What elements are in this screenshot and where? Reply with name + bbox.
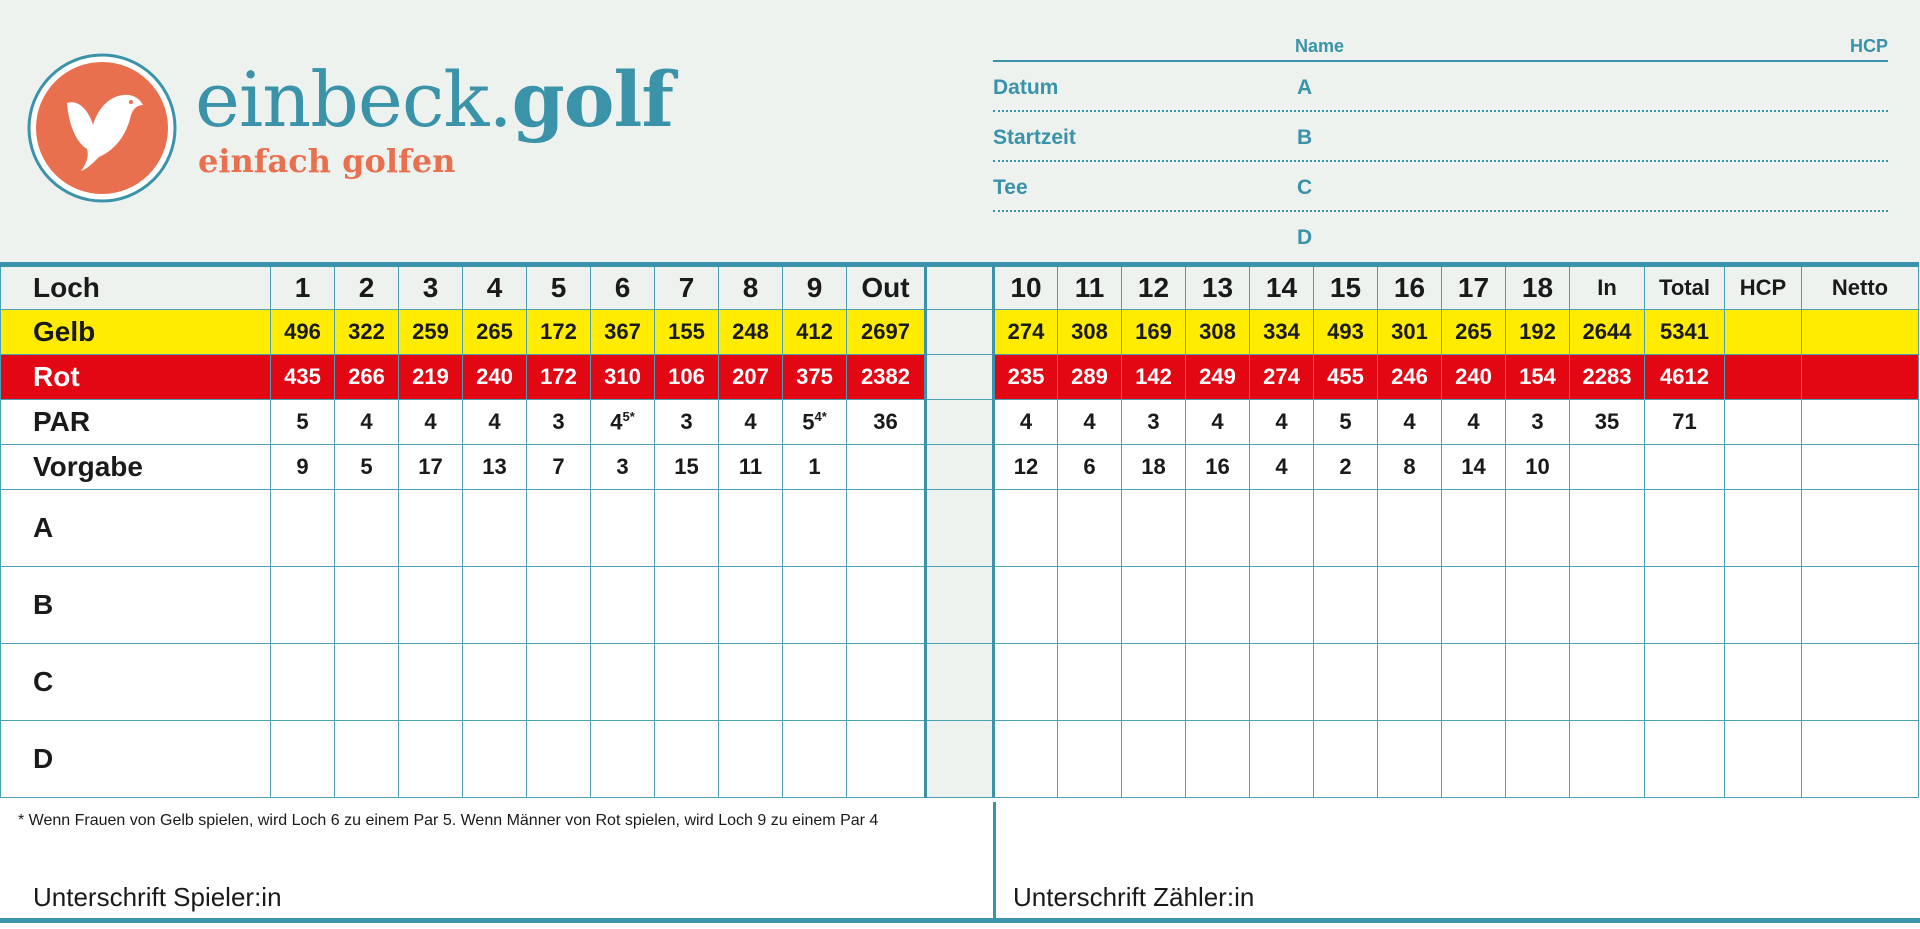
player-label: C [1,644,271,721]
par-value: 4 [610,409,623,435]
hole-15-cell: 2 [1314,445,1378,490]
hole-4-cell: 265 [463,310,527,355]
total-cell: 4612 [1645,355,1725,400]
hole-17-cell: 240 [1442,355,1506,400]
hole-7-cell: 106 [655,355,719,400]
hole-12-cell: 3 [1122,400,1186,445]
score-cell[interactable] [655,567,719,644]
hole-17-cell: 4 [1442,400,1506,445]
hole-18-cell: 18 [1506,265,1570,310]
hole-13-cell: 16 [1186,445,1250,490]
out-cell[interactable] [847,644,926,721]
score-cell[interactable] [783,567,847,644]
hole-15-cell: 15 [1314,265,1378,310]
par-footnote: 4* [814,408,827,424]
hole-3-cell: 259 [399,310,463,355]
sum-cell[interactable] [1570,490,1645,567]
info-label: Tee [993,176,1028,199]
hole-18-cell: 192 [1506,310,1570,355]
hole-2-cell: 322 [335,310,399,355]
footnote: * Wenn Frauen von Gelb spielen, wird Loch 6 zu einem Par 5. Wenn Männer von Rot spielen, wird Loch 9 zu einem Par 4 [18,812,879,829]
hole-13-cell: 13 [1186,265,1250,310]
hcp-cell: HCP [1725,265,1802,310]
score-cell[interactable] [994,567,1058,644]
hole-13-cell: 4 [1186,400,1250,445]
score-cell[interactable] [463,721,527,798]
score-cell[interactable] [399,567,463,644]
row-vorgabe [1,445,1919,490]
info-player: A [1297,76,1313,99]
hole-8-cell: 4 [719,400,783,445]
hole-12-cell: 12 [1122,265,1186,310]
hole-13-cell: 249 [1186,355,1250,400]
score-cell[interactable] [527,721,591,798]
score-cell[interactable] [783,721,847,798]
netto-cell: Netto [1802,265,1919,310]
score-cell[interactable] [399,644,463,721]
hcp-cell [1725,355,1802,400]
player-label: B [1,567,271,644]
score-cell[interactable] [719,490,783,567]
score-cell[interactable] [591,721,655,798]
info-player: C [1297,176,1313,199]
gap-cell [926,721,994,798]
score-cell[interactable] [783,644,847,721]
score-cell[interactable] [1122,644,1186,721]
hole-17-cell: 265 [1442,310,1506,355]
hole-6-cell: 367 [591,310,655,355]
total-cell [1645,445,1725,490]
in-cell: 2644 [1570,310,1645,355]
bird-logo-icon [27,53,177,203]
score-cell[interactable] [1442,567,1506,644]
player-info-block [993,30,1888,260]
gap-cell [926,355,994,400]
hole-2-cell: 4 [335,400,399,445]
hole-16-cell: 4 [1378,400,1442,445]
score-cell[interactable] [1378,644,1442,721]
player-label: A [1,490,271,567]
signature-player: Unterschrift Spieler:in [33,882,282,912]
score-cell[interactable] [1250,490,1314,567]
hcp-cell [1725,445,1802,490]
sum-cell[interactable] [1645,644,1725,721]
hole-18-cell: 154 [1506,355,1570,400]
score-cell[interactable] [1314,644,1378,721]
hole-3-cell: 17 [399,445,463,490]
sum-cell[interactable] [1570,721,1645,798]
score-cell[interactable] [1250,567,1314,644]
hcp-cell [1725,400,1802,445]
out-cell: 36 [847,400,926,445]
hole-10-cell: 10 [994,265,1058,310]
row-par [1,400,1919,445]
hole-5-cell: 5 [527,265,591,310]
score-cell[interactable] [1058,567,1122,644]
score-cell[interactable] [1058,644,1122,721]
score-cell[interactable] [1250,721,1314,798]
score-cell[interactable] [1250,644,1314,721]
hole-18-cell: 3 [1506,400,1570,445]
netto-cell [1802,400,1919,445]
hole-15-cell: 493 [1314,310,1378,355]
in-cell: 2283 [1570,355,1645,400]
hole-3-cell: 219 [399,355,463,400]
gap-cell [926,644,994,721]
gap-cell [926,400,994,445]
gap-cell [926,310,994,355]
hole-16-cell: 246 [1378,355,1442,400]
hole-17-cell: 14 [1442,445,1506,490]
score-cell[interactable] [271,490,335,567]
score-cell[interactable] [1186,567,1250,644]
footer-divider [993,802,996,918]
hole-10-cell: 274 [994,310,1058,355]
hole-16-cell: 301 [1378,310,1442,355]
hole-8-cell: 248 [719,310,783,355]
row-label: Gelb [1,310,271,355]
out-cell[interactable] [847,490,926,567]
hole-5-cell: 7 [527,445,591,490]
hole-2-cell: 5 [335,445,399,490]
hole-4-cell: 4 [463,265,527,310]
info-row-tee [993,162,1888,212]
score-cell[interactable] [1122,490,1186,567]
hole-17-cell: 17 [1442,265,1506,310]
hole-10-cell: 4 [994,400,1058,445]
score-cell[interactable] [1442,490,1506,567]
info-row-datum [993,62,1888,112]
sum-cell[interactable] [1802,567,1919,644]
score-cell[interactable] [463,490,527,567]
row-player-b [1,567,1919,644]
hole-8-cell: 207 [719,355,783,400]
out-cell[interactable] [847,567,926,644]
score-cell[interactable] [719,721,783,798]
hole-11-cell: 4 [1058,400,1122,445]
score-cell[interactable] [591,490,655,567]
gap-cell [926,490,994,567]
hole-10-cell: 235 [994,355,1058,400]
score-cell[interactable] [463,567,527,644]
hole-14-cell: 14 [1250,265,1314,310]
info-label: Startzeit [993,126,1076,149]
score-cell[interactable] [591,644,655,721]
row-label: Loch [1,265,271,310]
hole-14-cell: 4 [1250,445,1314,490]
in-cell [1570,445,1645,490]
score-cell[interactable] [1186,490,1250,567]
row-player-c [1,644,1919,721]
score-cell[interactable] [1378,721,1442,798]
sum-cell[interactable] [1725,644,1802,721]
hole-5-cell: 172 [527,355,591,400]
hole-12-cell: 169 [1122,310,1186,355]
score-cell[interactable] [1122,721,1186,798]
score-cell[interactable] [1058,721,1122,798]
row-label: Vorgabe [1,445,271,490]
score-cell[interactable] [994,490,1058,567]
score-cell[interactable] [1314,721,1378,798]
gap-cell [926,445,994,490]
hole-13-cell: 308 [1186,310,1250,355]
hole-16-cell: 8 [1378,445,1442,490]
netto-cell [1802,310,1919,355]
gap-cell [926,265,994,310]
score-cell[interactable] [1378,490,1442,567]
hole-11-cell: 308 [1058,310,1122,355]
sum-cell[interactable] [1725,567,1802,644]
row-loch [1,265,1919,310]
hole-7-cell: 15 [655,445,719,490]
score-cell[interactable] [1058,490,1122,567]
score-cell[interactable] [527,490,591,567]
score-cell[interactable] [1186,644,1250,721]
score-cell[interactable] [1442,721,1506,798]
score-cell[interactable] [994,721,1058,798]
row-label: PAR [1,400,271,445]
info-player: D [1297,226,1313,249]
out-cell [847,445,926,490]
score-cell[interactable] [1506,721,1570,798]
score-cell[interactable] [1506,490,1570,567]
par-footnote: 5* [622,408,635,424]
card-header [0,0,1920,262]
row-label: Rot [1,355,271,400]
hole-14-cell: 4 [1250,400,1314,445]
score-cell[interactable] [335,490,399,567]
info-player: B [1297,126,1313,149]
player-label: D [1,721,271,798]
score-cell[interactable] [591,567,655,644]
score-cell[interactable] [335,567,399,644]
hole-1-cell: 435 [271,355,335,400]
score-cell[interactable] [1186,721,1250,798]
gap-cell [926,567,994,644]
sum-cell[interactable] [1802,721,1919,798]
hole-12-cell: 18 [1122,445,1186,490]
scorecard-table [0,262,1919,798]
score-cell[interactable] [1314,567,1378,644]
brand-tagline: einfach golfen [198,142,456,180]
hole-7-cell: 7 [655,265,719,310]
score-cell[interactable] [335,721,399,798]
row-player-a [1,490,1919,567]
score-cell[interactable] [1442,644,1506,721]
hole-6-cell [591,400,655,445]
card-footer [0,802,1920,918]
hole-5-cell: 3 [527,400,591,445]
row-player-d [1,721,1919,798]
score-cell[interactable] [1314,490,1378,567]
hole-18-cell: 10 [1506,445,1570,490]
hole-11-cell: 11 [1058,265,1122,310]
hole-5-cell: 172 [527,310,591,355]
out-cell: 2697 [847,310,926,355]
hole-12-cell: 142 [1122,355,1186,400]
score-cell[interactable] [527,567,591,644]
row-rot [1,355,1919,400]
hole-11-cell: 6 [1058,445,1122,490]
score-cell[interactable] [719,644,783,721]
out-cell: Out [847,265,926,310]
par-value: 5 [802,409,815,435]
in-cell: 35 [1570,400,1645,445]
hole-9-cell: 412 [783,310,847,355]
hcp-header: HCP [1849,36,1888,56]
total-cell: 71 [1645,400,1725,445]
hole-7-cell: 3 [655,400,719,445]
score-cell[interactable] [655,644,719,721]
hole-16-cell: 16 [1378,265,1442,310]
hole-14-cell: 334 [1250,310,1314,355]
hole-9-cell: 375 [783,355,847,400]
netto-cell [1802,445,1919,490]
sum-cell[interactable] [1570,644,1645,721]
sum-cell[interactable] [1645,567,1725,644]
total-cell: Total [1645,265,1725,310]
bottom-border [0,918,1920,923]
hole-2-cell: 266 [335,355,399,400]
name-header: Name [1295,36,1345,56]
out-cell[interactable] [847,721,926,798]
score-cell[interactable] [399,490,463,567]
hole-11-cell: 289 [1058,355,1122,400]
hole-9-cell [783,400,847,445]
score-cell[interactable] [463,644,527,721]
score-cell[interactable] [719,567,783,644]
hole-10-cell: 12 [994,445,1058,490]
score-cell[interactable] [271,644,335,721]
hole-4-cell: 240 [463,355,527,400]
sum-cell[interactable] [1802,490,1919,567]
row-gelb [1,310,1919,355]
score-cell[interactable] [1506,567,1570,644]
hole-6-cell: 310 [591,355,655,400]
hcp-cell [1725,310,1802,355]
hole-4-cell: 13 [463,445,527,490]
info-header [993,30,1888,62]
hole-7-cell: 155 [655,310,719,355]
score-cell[interactable] [527,644,591,721]
hole-2-cell: 2 [335,265,399,310]
info-label: Datum [993,76,1059,99]
hole-15-cell: 5 [1314,400,1378,445]
netto-cell [1802,355,1919,400]
hole-4-cell: 4 [463,400,527,445]
score-cell[interactable] [655,490,719,567]
score-cell[interactable] [271,567,335,644]
score-cell[interactable] [1506,644,1570,721]
in-cell: In [1570,265,1645,310]
hole-8-cell: 11 [719,445,783,490]
sum-cell[interactable] [1645,490,1725,567]
hole-3-cell: 3 [399,265,463,310]
hole-1-cell: 5 [271,400,335,445]
brand-name: einbeck.golf [195,55,674,144]
hole-6-cell: 3 [591,445,655,490]
sum-cell[interactable] [1645,721,1725,798]
score-cell[interactable] [399,721,463,798]
hole-9-cell: 9 [783,265,847,310]
signature-counter: Unterschrift Zähler:in [1013,882,1255,912]
score-cell[interactable] [783,490,847,567]
score-cell[interactable] [1378,567,1442,644]
score-cell[interactable] [1122,567,1186,644]
hole-9-cell: 1 [783,445,847,490]
hole-15-cell: 455 [1314,355,1378,400]
score-cell[interactable] [994,644,1058,721]
hole-14-cell: 274 [1250,355,1314,400]
info-row-startzeit [993,112,1888,162]
hole-3-cell: 4 [399,400,463,445]
hole-1-cell: 9 [271,445,335,490]
score-cell[interactable] [655,721,719,798]
sum-cell[interactable] [1725,721,1802,798]
hole-1-cell: 496 [271,310,335,355]
out-cell: 2382 [847,355,926,400]
score-cell[interactable] [335,644,399,721]
sum-cell[interactable] [1725,490,1802,567]
info-row-d [993,212,1888,260]
hole-1-cell: 1 [271,265,335,310]
sum-cell[interactable] [1570,567,1645,644]
sum-cell[interactable] [1802,644,1919,721]
total-cell: 5341 [1645,310,1725,355]
score-cell[interactable] [271,721,335,798]
hole-8-cell: 8 [719,265,783,310]
hole-6-cell: 6 [591,265,655,310]
